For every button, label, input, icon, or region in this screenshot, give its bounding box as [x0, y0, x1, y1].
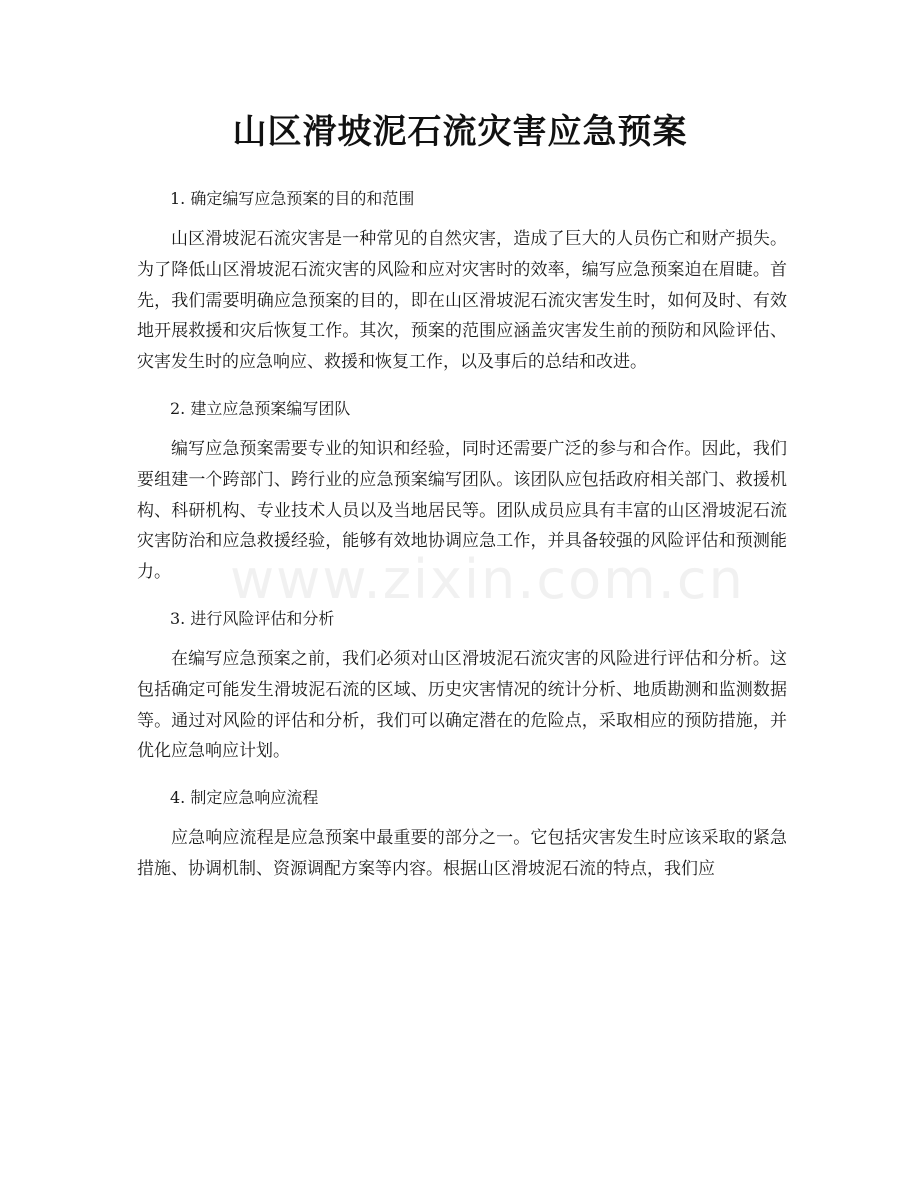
section-4 [137, 781, 787, 885]
section-heading: 3. 进行风险评估和分析 [170, 608, 335, 628]
section-1 [137, 182, 787, 378]
watermark-text: www.zixin.com.cn [230, 548, 745, 611]
section-paragraph: 在编写应急预案之前，我们必须对山区滑坡泥石流灾害的风险进行评估和分析。这包括确定可能发生滑坡泥石流的区域、历史灾害情况的统计分析、地质勘测和监测数据等。通过对风险的评估和分析，我们可以确定潜在的危险点，采取相应的预防措施，并优化应急响应计划。 [137, 648, 787, 762]
section-heading: 4. 制定应急响应流程 [170, 788, 319, 808]
section-paragraph: 应急响应流程是应急预案中最重要的部分之一。它包括灾害发生时应该采取的紧急措施、协调机制、资源调配方案等内容。根据山区滑坡泥石流的特点，我们应 [137, 828, 787, 879]
section-paragraph: 山区滑坡泥石流灾害是一种常见的自然灾害，造成了巨大的人员伤亡和财产损失。为了降低山区滑坡泥石流灾害的风险和应对灾害时的效率，编写应急预案迫在眉睫。首先，我们需要明确应急预案的目的，即在山区滑坡泥石流灾害发生时，如何及时、有效地开展救援和灾后恢复工作。其次，预案的范围应涵盖灾害发生前的预防和风险评估、灾害发生时的应急响应、救援和恢复工作，以及事后的总结和改进。 [137, 229, 787, 373]
section-heading: 2. 建立应急预案编写团队 [170, 398, 351, 418]
section-2 [137, 392, 787, 588]
section-heading: 1. 确定编写应急预案的目的和范围 [170, 189, 415, 208]
section-3 [137, 602, 787, 767]
section-paragraph: 编写应急预案需要专业的知识和经验，同时还需要广泛的参与和合作。因此，我们要组建一个跨部门、跨行业的应急预案编写团队。该团队应包括政府相关部门、救援机构、科研机构、专业技术人员以及当地居民等。团队成员应具有丰富的山区滑坡泥石流灾害防治和应急救援经验，能够有效地协调应急工作，并具备较强的风险评估和预测能力。 [137, 438, 787, 583]
document-body [137, 182, 787, 899]
document-title: 山区滑坡泥石流灾害应急预案 [232, 112, 688, 152]
